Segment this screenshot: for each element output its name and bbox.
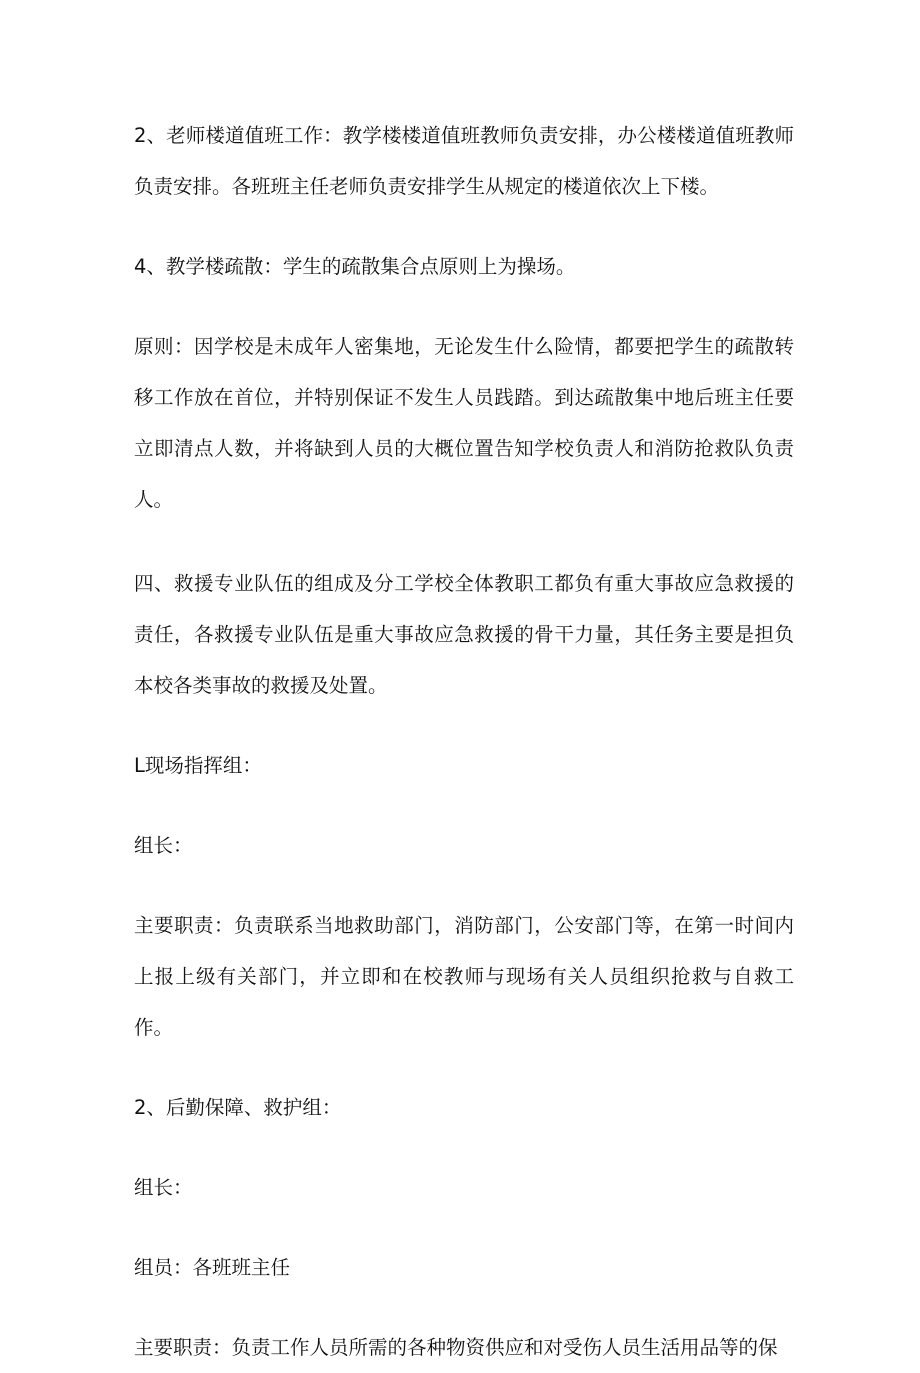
paragraph-logistics-group-leader: 组长： (134, 1176, 193, 1199)
document-page (134, 110, 794, 1373)
paragraph-building-evacuation: 4、教学楼疏散：学生的疏散集合点原则上为操场。 (134, 255, 576, 278)
paragraph-evacuation-principle: 原则：因学校是未成年人密集地，无论发生什么险情，都要把学生的疏散转移工作放在首位，并特别保证不发生人员践踏。到达疏散集中地后班主任要立即清点人数，并将缺到人员的大概位置告知学校负责人和消防抢救队负责人。 (134, 335, 794, 511)
paragraph-logistics-group-heading: 2、后勤保障、救护组： (134, 1096, 342, 1119)
paragraph-rescue-teams-section: 四、救援专业队伍的组成及分工学校全体教职工都负有重大事故应急救援的责任，各救援专业队伍是重大事故应急救援的骨干力量，其任务主要是担负本校各类事故的救援及处置。 (134, 572, 794, 697)
paragraph-logistics-group-members: 组员：各班班主任 (134, 1256, 291, 1279)
paragraph-logistics-group-duties: 主要职责：负责工作人员所需的各种物资供应和对受伤人员生活用品等的保 (134, 1336, 778, 1359)
paragraph-command-group-heading: L现场指挥组： (134, 754, 262, 777)
paragraph-corridor-duty: 2、老师楼道值班工作：教学楼楼道值班教师负责安排，办公楼楼道值班教师负责安排。各班班主任老师负责安排学生从规定的楼道依次上下楼。 (134, 124, 794, 198)
paragraph-command-group-leader: 组长： (134, 834, 193, 857)
paragraph-command-group-duties: 主要职责：负责联系当地救助部门，消防部门，公安部门等，在第一时间内上报上级有关部门，并立即和在校教师与现场有关人员组织抢救与自救工作。 (134, 914, 794, 1039)
